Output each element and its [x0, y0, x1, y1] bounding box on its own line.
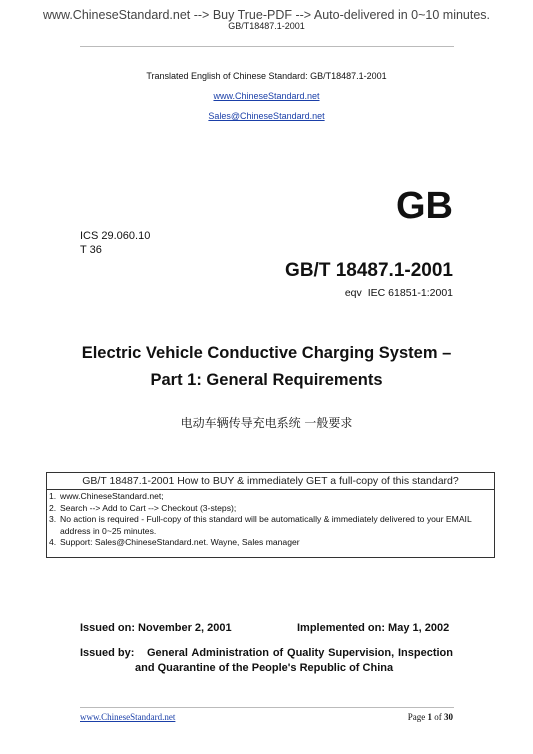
eqv-label: eqv	[344, 287, 362, 299]
gb-logo-mark: GB	[396, 185, 453, 227]
footer-website-link[interactable]: www.ChineseStandard.net	[80, 712, 176, 722]
sales-email-link[interactable]: Sales@ChineseStandard.net	[208, 111, 325, 121]
equivalence-reference	[345, 287, 453, 299]
website-link[interactable]: www.ChineseStandard.net	[213, 91, 320, 101]
issuer-line-2: and Quarantine of the People's Republic of China	[135, 662, 394, 674]
top-banner: www.ChineseStandard.net --> Buy True-PDF --> Auto-delivered in 0~10 minutes.	[42, 8, 491, 22]
page-total: 30	[444, 712, 453, 722]
footer-divider	[80, 707, 454, 708]
list-item-number: 4.	[49, 537, 57, 548]
purchase-heading: GB/T 18487.1-2001 How to BUY & immediately GET a full-copy of this standard?	[47, 473, 494, 490]
list-item	[47, 491, 494, 503]
page-indicator	[408, 712, 453, 722]
list-item-number: 1.	[49, 491, 57, 501]
list-item-number: 2.	[49, 502, 57, 513]
purchase-info-box	[46, 472, 495, 558]
translated-note: Translated English of Chinese Standard: GB/T18487.1-2001	[146, 71, 387, 81]
issuer-label: Issued by:	[80, 647, 135, 659]
chinese-title: 电动车辆传导充电系统 一般要求	[180, 416, 353, 430]
header-standard-code: GB/T18487.1-2001	[228, 21, 305, 31]
document-title-line-1: Electric Vehicle Conductive Charging System –	[81, 344, 452, 362]
page-of: of	[432, 712, 444, 722]
standard-number: GB/T 18487.1-2001	[285, 260, 453, 281]
issuer-line-1: General Administration of Quality Supervision, Inspection	[147, 647, 453, 659]
list-item	[47, 514, 494, 537]
purchase-step-search: Search --> Add to Cart --> Checkout (3-steps);	[60, 502, 237, 513]
purchase-step-delivery: No action is required - Full-copy of this standard will be automatically & immediately delivered to your EMAIL address in 0~25 minutes.	[60, 514, 472, 536]
header-divider	[80, 46, 454, 47]
implemented-date: Implemented on: May 1, 2002	[297, 622, 450, 634]
iec-reference: IEC 61851-1:2001	[367, 287, 453, 299]
list-item	[47, 537, 494, 549]
issued-date: Issued on: November 2, 2001	[80, 622, 232, 634]
list-item-number: 3.	[49, 514, 57, 525]
ics-code: ICS 29.060.10	[80, 230, 151, 242]
purchase-step-support: Support: Sales@ChineseStandard.net. Wayne, Sales manager	[60, 537, 300, 548]
document-title-line-2: Part 1: General Requirements	[150, 371, 383, 389]
list-item	[47, 503, 494, 515]
page-prefix: Page	[407, 712, 428, 722]
purchase-step-site[interactable]: www.ChineseStandard.net;	[60, 491, 164, 501]
purchase-steps	[47, 491, 494, 549]
classification-code: T 36	[80, 244, 102, 256]
page-number: 1	[427, 712, 432, 722]
